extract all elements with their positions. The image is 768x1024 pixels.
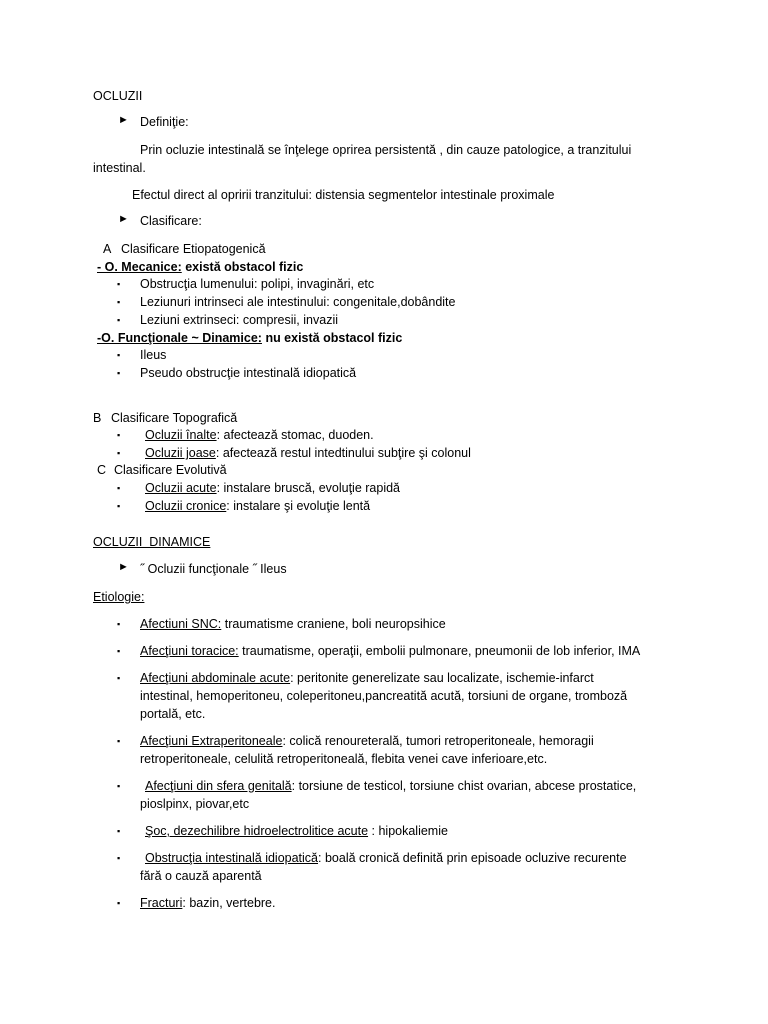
section-b-title: Clasificare Topografică — [111, 411, 238, 425]
item-label: Afecţiuni toracice: — [140, 644, 239, 658]
section-a-letter: A — [103, 242, 112, 256]
item-text: : torsiune de testicol, torsiune chist ovarian, abcese prostatice, — [291, 779, 637, 793]
mecanice-text: există obstacol fizic — [181, 260, 304, 274]
section-b-letter: B — [93, 411, 102, 425]
square-bullet-icon: ▪ — [117, 619, 121, 629]
item-label: Afecţiuni Extraperitoneale — [140, 734, 283, 748]
section-a-title: Clasificare Etiopatogenică — [121, 242, 266, 256]
definitie-heading: Definiţie: — [140, 115, 189, 129]
list-item — [145, 823, 448, 839]
square-bullet-icon: ▪ — [117, 297, 121, 307]
list-item-continuation: retroperitoneale, celulită retroperitoneală, flebita venei cave inferioare,etc. — [140, 752, 548, 766]
square-bullet-icon: ▪ — [117, 350, 121, 360]
square-bullet-icon: ▪ — [117, 853, 121, 863]
item-label: Ocluzii înalte — [145, 428, 217, 442]
item-label: Afectiuni SNC: — [140, 617, 222, 631]
square-bullet-icon: ▪ — [117, 646, 121, 656]
item-text: : hipokaliemie — [368, 824, 448, 838]
list-item-continuation: intestinal, hemoperitoneu, coleperitoneu,pancreatită acută, torsiuni de organe, tromboză — [140, 689, 628, 703]
list-item: Pseudo obstrucţie intestinală idiopatică — [140, 366, 357, 380]
item-label: Afecţiuni din sfera genitală — [145, 779, 292, 793]
item-label: Afecţiuni abdominale acute — [140, 671, 291, 685]
item-text: : afectează stomac, duoden. — [216, 428, 374, 442]
list-item — [140, 616, 446, 632]
section-c-letter: C — [97, 463, 107, 477]
clasificare-heading: Clasificare: — [140, 214, 202, 228]
square-bullet-icon: ▪ — [117, 898, 121, 908]
square-bullet-icon: ▪ — [117, 826, 121, 836]
square-bullet-icon: ▪ — [117, 279, 121, 289]
square-bullet-icon: ▪ — [117, 736, 121, 746]
item-text: : instalare bruscă, evoluţie rapidă — [216, 481, 400, 495]
list-item — [145, 850, 627, 866]
list-item — [145, 427, 374, 443]
mecanice-label: - O. Mecanice: — [97, 260, 182, 274]
list-item-continuation: fără o cauză aparentă — [140, 869, 262, 883]
functionale-label: -O. Funcţionale ~ Dinamice: — [97, 331, 262, 345]
item-label: Şoc, dezechilibre hidroelectrolitice acute — [145, 824, 369, 838]
square-bullet-icon: ▪ — [117, 673, 121, 683]
item-text: traumatisme craniene, boli neuropsihice — [221, 617, 446, 631]
item-label: Ocluzii cronice — [145, 499, 227, 513]
definitie-text-line1: Prin ocluzie intestinală se înţelege oprirea persistentă , din cauze patologice, a tranzitului — [140, 143, 632, 157]
item-label: Ocluzii joase — [145, 446, 216, 460]
list-item-continuation: portală, etc. — [140, 707, 206, 721]
item-label: Fracturi — [140, 896, 183, 910]
section-c-title: Clasificare Evolutivă — [114, 463, 227, 477]
mecanice-line — [97, 259, 303, 275]
item-text: traumatisme, operaţii, embolii pulmonare, pneumonii de lob inferior, IMA — [238, 644, 641, 658]
list-item: Ileus — [140, 348, 167, 362]
square-bullet-icon: ▪ — [117, 368, 121, 378]
list-item — [140, 643, 640, 659]
list-item — [145, 445, 471, 461]
list-item-continuation: pioslpinx, piovar,etc — [140, 797, 250, 811]
square-bullet-icon: ▪ — [117, 315, 121, 325]
list-item — [145, 498, 370, 514]
square-bullet-icon: ▪ — [117, 781, 121, 791]
list-item — [140, 670, 594, 686]
square-bullet-icon: ▪ — [117, 448, 121, 458]
list-item: Obstrucţia lumenului: polipi, invaginări, etc — [140, 277, 375, 291]
functionale-text: nu există obstacol fizic — [261, 331, 403, 345]
item-text: : afectează restul intedtinului subţire şi colonul — [215, 446, 471, 460]
arrow-bullet-icon: ► — [118, 561, 129, 573]
etiologie-heading: Etiologie: — [93, 590, 145, 604]
list-item — [140, 733, 594, 749]
dinamice-subtitle: ˝ Ocluzii funcţionale ˝ Ileus — [140, 562, 287, 576]
list-item — [140, 895, 275, 911]
arrow-bullet-icon: ► — [118, 213, 129, 225]
item-text: : colică renoureterală, tumori retroperitoneale, hemoragii — [282, 734, 594, 748]
definitie-text-line2: intestinal. — [93, 161, 146, 175]
list-item: Leziunuri intrinseci ale intestinului: congenitale,dobândite — [140, 295, 456, 309]
list-item — [145, 480, 400, 496]
square-bullet-icon: ▪ — [117, 501, 121, 511]
item-text: : instalare şi evoluţie lentă — [226, 499, 371, 513]
section-heading-dinamice: OCLUZII DINAMICE — [93, 535, 211, 549]
item-label: Obstrucţia intestinală idiopatică — [145, 851, 319, 865]
list-item — [145, 778, 636, 794]
square-bullet-icon: ▪ — [117, 430, 121, 440]
item-text: : boală cronică definită prin episoade ocluzive recurente — [318, 851, 627, 865]
square-bullet-icon: ▪ — [117, 483, 121, 493]
page-title: OCLUZII — [93, 89, 143, 103]
item-label: Ocluzii acute — [145, 481, 217, 495]
item-text: : bazin, vertebre. — [182, 896, 276, 910]
efect-text: Efectul direct al opririi tranzitului: distensia segmentelor intestinale proximale — [132, 188, 555, 202]
list-item: Leziuni extrinseci: compresii, invazii — [140, 313, 338, 327]
arrow-bullet-icon: ► — [118, 114, 129, 126]
functionale-line — [97, 330, 402, 346]
item-text: : peritonite generelizate sau localizate, ischemie-infarct — [290, 671, 594, 685]
